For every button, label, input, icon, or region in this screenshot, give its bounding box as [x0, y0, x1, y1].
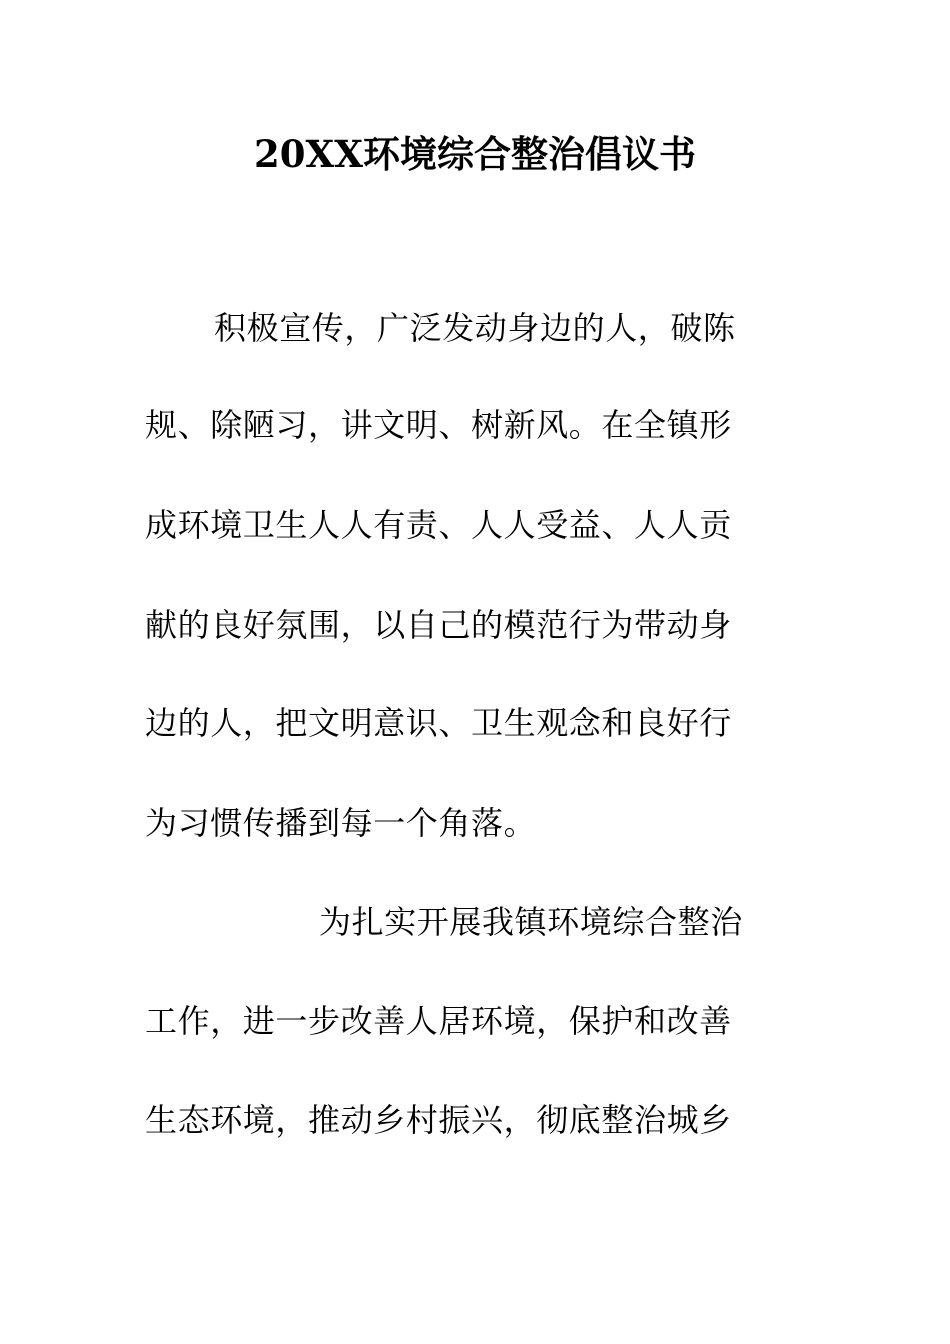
- paragraph-line: 工作，进一步改善人居环境，保护和改善: [145, 1002, 732, 1040]
- document-title: 20XX环境综合整治倡议书: [254, 132, 696, 176]
- paragraph-line: 献的良好氛围，以自己的模范行为带动身: [145, 606, 732, 644]
- paragraph-line: 为扎实开展我镇环境综合整治: [319, 903, 743, 941]
- paragraph-line: 为习惯传播到每一个角落。: [145, 804, 537, 842]
- paragraph-line: 规、除陋习，讲文明、树新风。在全镇形: [145, 406, 732, 444]
- paragraph-line: 边的人，把文明意识、卫生观念和良好行: [145, 704, 732, 742]
- paragraph-line: 成环境卫生人人有责、人人受益、人人贡: [145, 506, 732, 544]
- paragraph-line: 积极宣传，广泛发动身边的人，破陈: [214, 309, 736, 347]
- paragraph-line: 生态环境，推动乡村振兴，彻底整治城乡: [145, 1101, 732, 1139]
